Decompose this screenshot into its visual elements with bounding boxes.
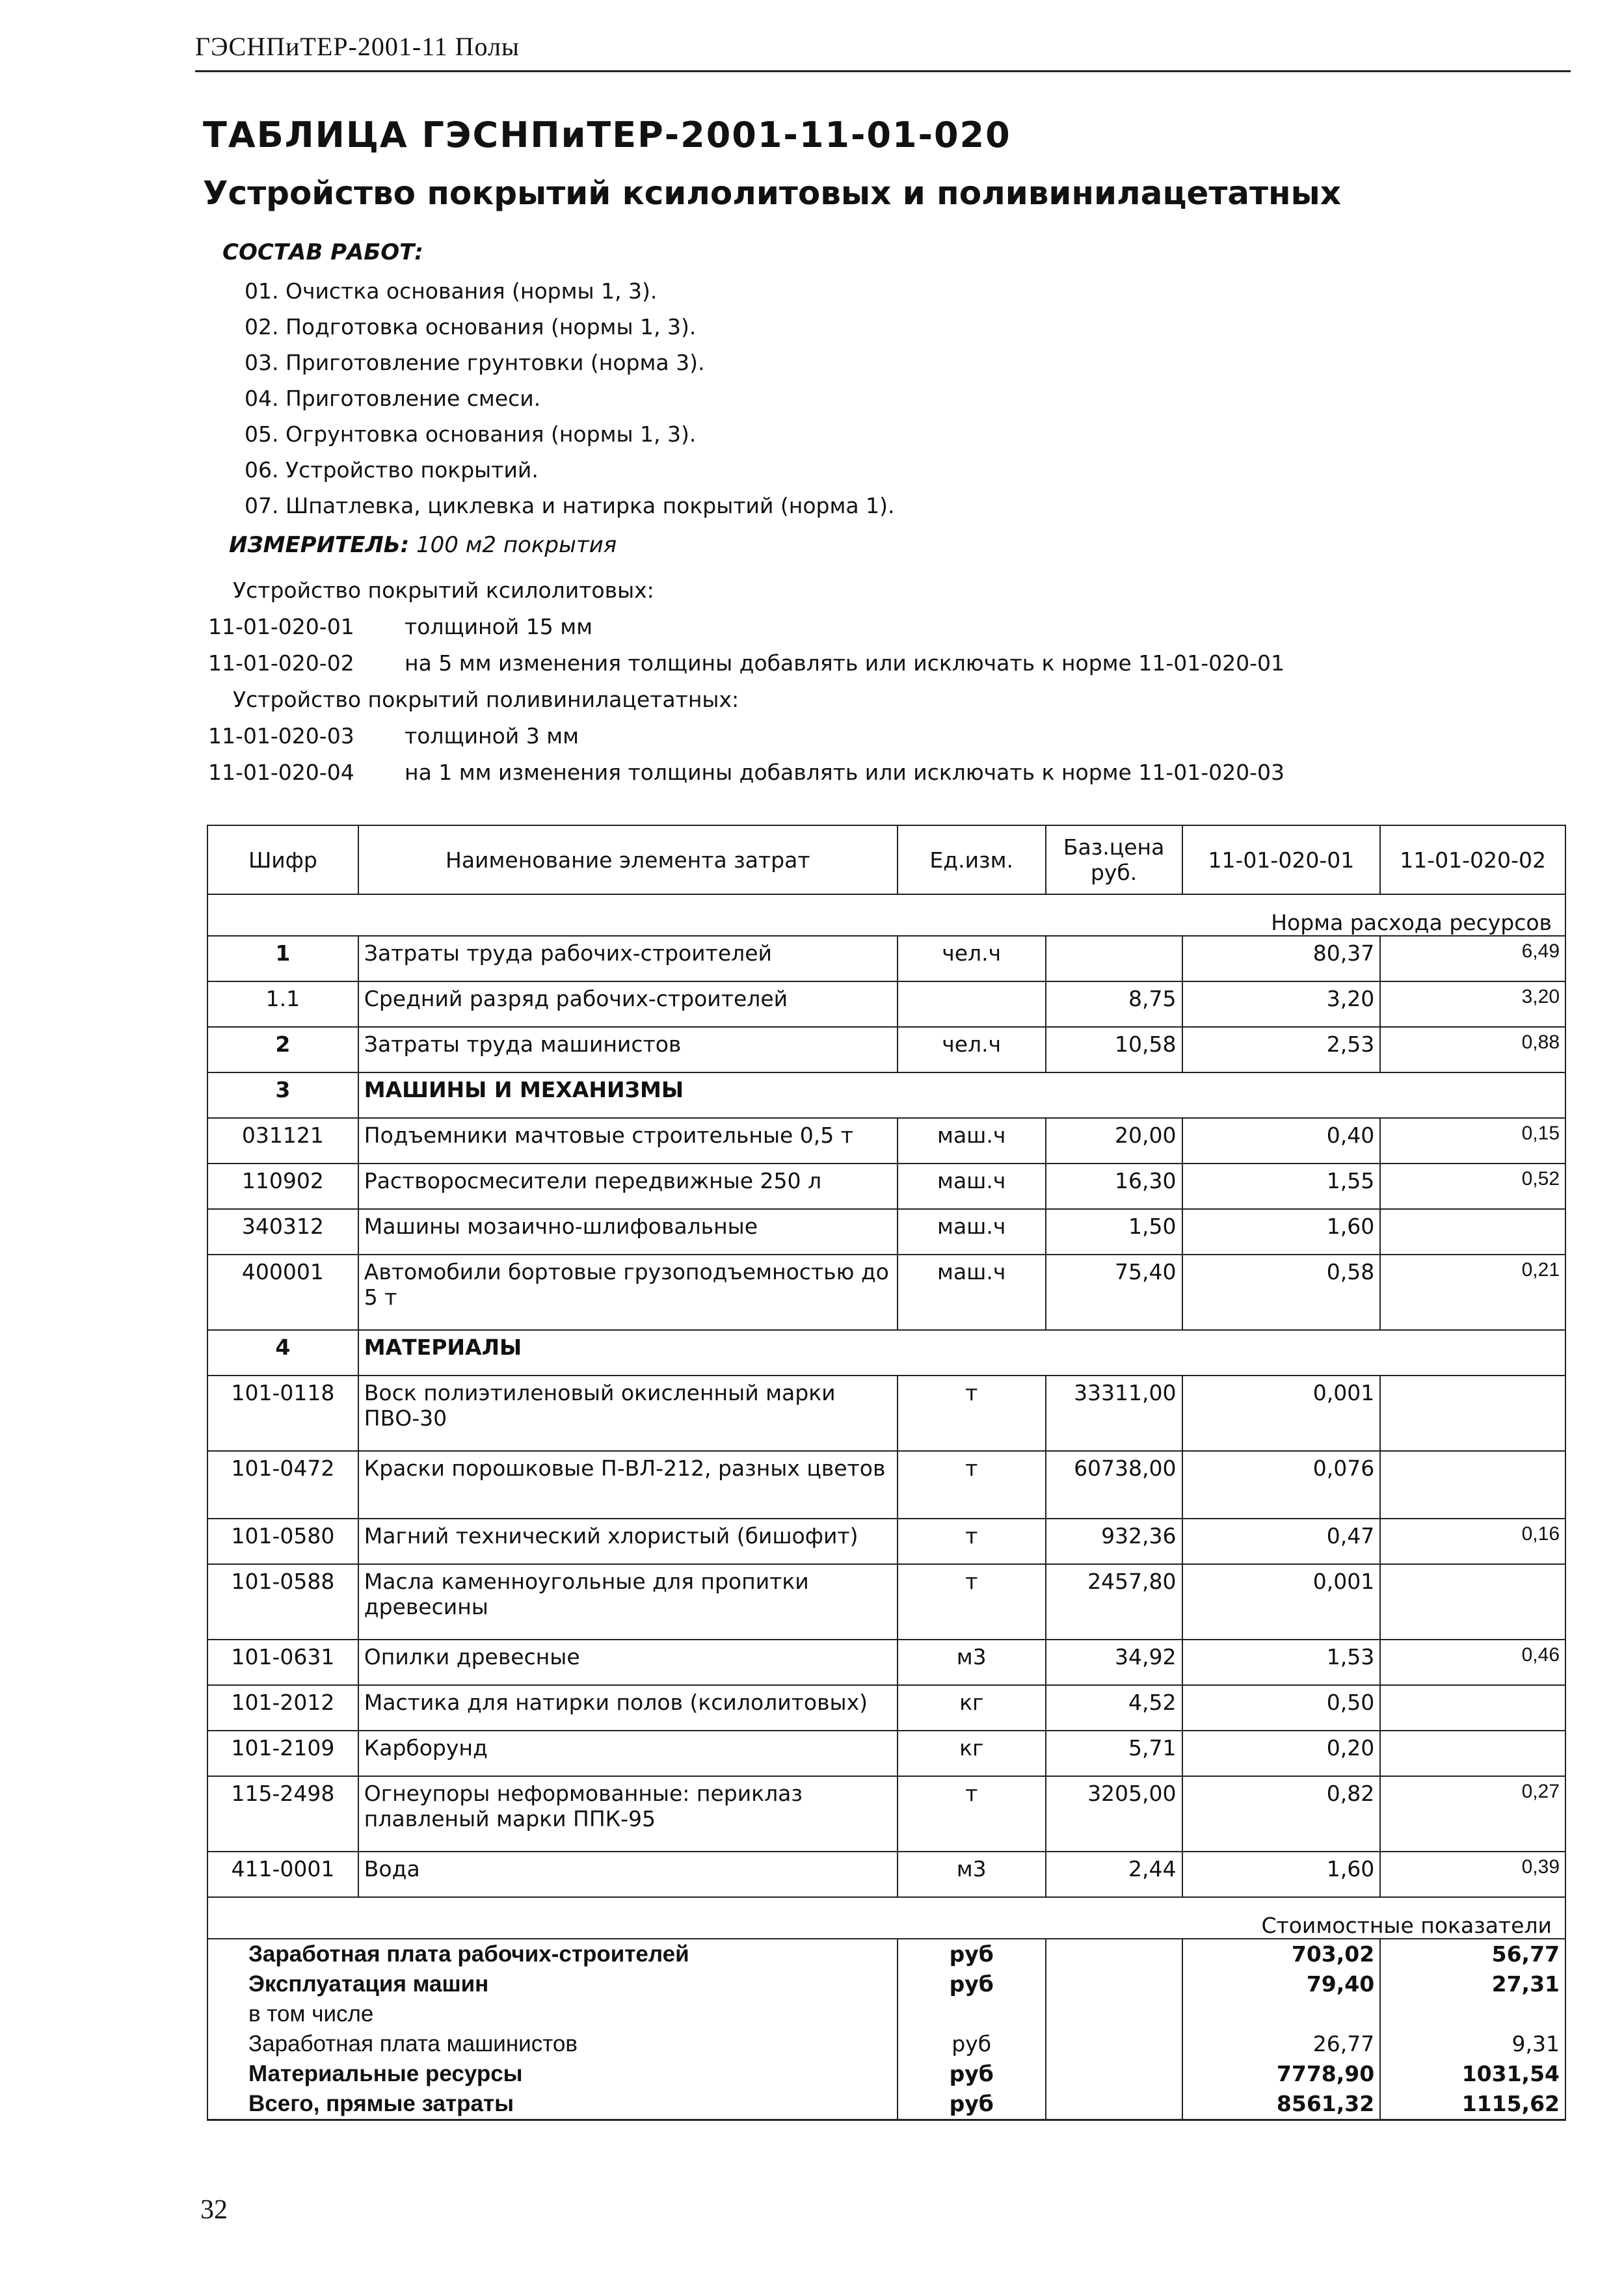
cell-price: 60738,00	[1046, 1451, 1182, 1519]
cell-col1: 0,58	[1182, 1255, 1381, 1330]
summary-col1: 79,40	[1182, 1969, 1381, 1999]
work-item: 05. Огрунтовка основания (нормы 1, 3).	[245, 421, 697, 447]
cell-name: Мастика для натирки полов (ксилолитовых)	[358, 1685, 898, 1731]
cell-code: 3	[207, 1072, 358, 1118]
summary-label: Эксплуатация машин	[207, 1969, 898, 1999]
work-item: 04. Приготовление смеси.	[245, 386, 541, 411]
cell-price	[1046, 936, 1182, 981]
work-item: 06. Устройство покрытий.	[245, 457, 539, 483]
section-title: МАТЕРИАЛЫ	[358, 1330, 1565, 1376]
cell-unit: маш.ч	[898, 1118, 1046, 1164]
cell-name: Подъемники мачтовые строительные 0,5 т	[358, 1118, 898, 1164]
table-row	[207, 1852, 1565, 1897]
cell-unit: маш.ч	[898, 1255, 1046, 1330]
cell-name: Воск полиэтиленовый окисленный марки ПВО-30	[358, 1376, 898, 1451]
section-title: МАШИНЫ И МЕХАНИЗМЫ	[358, 1072, 1565, 1118]
norm-code: 11-01-020-04	[208, 760, 354, 785]
cell-price: 8,75	[1046, 981, 1182, 1027]
norm-text: толщиной 3 мм	[405, 723, 579, 749]
cell-col2	[1380, 1731, 1565, 1776]
cell-col1: 0,001	[1182, 1376, 1381, 1451]
norms-list	[208, 572, 1285, 791]
header-col1: 11-01-020-01	[1182, 825, 1381, 894]
cell-unit: т	[898, 1376, 1046, 1451]
summary-unit: руб	[898, 2089, 1046, 2120]
summary-col2: 9,31	[1380, 2029, 1565, 2059]
cell-name: Опилки древесные	[358, 1640, 898, 1685]
summary-unit: руб	[898, 1939, 1046, 1969]
summary-label: Материальные ресурсы	[207, 2059, 898, 2089]
summary-empty	[1046, 1969, 1182, 1999]
summary-unit	[898, 1999, 1046, 2029]
norm-item	[208, 754, 1285, 791]
cell-col1: 3,20	[1182, 981, 1381, 1027]
summary-col2: 1031,54	[1380, 2059, 1565, 2089]
cell-price: 10,58	[1046, 1027, 1182, 1072]
cell-price: 16,30	[1046, 1164, 1182, 1209]
cell-name: Магний технический хлористый (бишофит)	[358, 1519, 898, 1564]
summary-col2: 1115,62	[1380, 2089, 1565, 2120]
norm-text: на 1 мм изменения толщины добавлять или исключать к норме 11-01-020-03	[405, 760, 1285, 785]
norm-group-title: Устройство покрытий поливинилацетатных:	[233, 687, 739, 712]
cell-col1: 0,47	[1182, 1519, 1381, 1564]
summary-row	[207, 1969, 1565, 1999]
cell-price: 2457,80	[1046, 1564, 1182, 1640]
cell-price: 932,36	[1046, 1519, 1182, 1564]
header-col2: 11-01-020-02	[1380, 825, 1565, 894]
cell-code: 4	[207, 1330, 358, 1376]
cell-price: 20,00	[1046, 1118, 1182, 1164]
cell-col2: 0,46	[1380, 1640, 1565, 1685]
cell-unit	[898, 981, 1046, 1027]
table-row	[207, 1776, 1565, 1852]
summary-col2: 56,77	[1380, 1939, 1565, 1969]
cell-code: 101-0580	[207, 1519, 358, 1564]
cell-col1: 0,076	[1182, 1451, 1381, 1519]
cell-col1: 0,82	[1182, 1776, 1381, 1852]
cell-price: 5,71	[1046, 1731, 1182, 1776]
table-row	[207, 1255, 1565, 1330]
norm-text: толщиной 15 мм	[405, 614, 593, 639]
header-divider	[195, 70, 1571, 72]
cell-name: Вода	[358, 1852, 898, 1897]
cell-name: Краски порошковые П-ВЛ-212, разных цветов	[358, 1451, 898, 1519]
work-composition-list	[245, 273, 894, 524]
summary-col1: 7778,90	[1182, 2059, 1381, 2089]
cost-header: Стоимостные показатели	[207, 1897, 1565, 1939]
cell-name: Масла каменноугольные для пропитки древесины	[358, 1564, 898, 1640]
cell-col1: 1,55	[1182, 1164, 1381, 1209]
cell-code: 400001	[207, 1255, 358, 1330]
cell-col2: 0,88	[1380, 1027, 1565, 1072]
summary-unit: руб	[898, 1969, 1046, 1999]
table-row	[207, 1164, 1565, 1209]
meter-label: ИЗМЕРИТЕЛЬ:	[229, 532, 410, 558]
cell-name: Карборунд	[358, 1731, 898, 1776]
table-row	[207, 1685, 1565, 1731]
cell-code: 110902	[207, 1164, 358, 1209]
cell-price: 1,50	[1046, 1209, 1182, 1255]
summary-row	[207, 2029, 1565, 2059]
summary-col1: 703,02	[1182, 1939, 1381, 1969]
cell-name: Машины мозаично-шлифовальные	[358, 1209, 898, 1255]
summary-label: Заработная плата рабочих-строителей	[207, 1939, 898, 1969]
cell-col2: 0,52	[1380, 1164, 1565, 1209]
summary-label: Заработная плата машинистов	[207, 2029, 898, 2059]
summary-label: в том числе	[207, 1999, 898, 2029]
cell-col2: 0,15	[1380, 1118, 1565, 1164]
cell-code: 101-2012	[207, 1685, 358, 1731]
header-code: Шифр	[207, 825, 358, 894]
cell-unit: кг	[898, 1685, 1046, 1731]
cell-unit: м3	[898, 1640, 1046, 1685]
cell-unit: т	[898, 1451, 1046, 1519]
summary-empty	[1046, 2089, 1182, 2120]
table-row	[207, 981, 1565, 1027]
cell-price: 2,44	[1046, 1852, 1182, 1897]
summary-col2: 27,31	[1380, 1969, 1565, 1999]
cell-col2: 0,16	[1380, 1519, 1565, 1564]
cell-code: 115-2498	[207, 1776, 358, 1852]
cell-unit: т	[898, 1519, 1046, 1564]
cell-name: Огнеупоры неформованные: периклаз плавленый марки ППК-95	[358, 1776, 898, 1852]
cell-code: 101-0118	[207, 1376, 358, 1451]
norm-code: 11-01-020-01	[208, 614, 354, 639]
work-item: 07. Шпатлевка, циклевка и натирка покрытий (норма 1).	[245, 493, 895, 518]
cell-price: 75,40	[1046, 1255, 1182, 1330]
cell-unit: т	[898, 1564, 1046, 1640]
cell-col2	[1380, 1209, 1565, 1255]
cell-code: 2	[207, 1027, 358, 1072]
cell-price: 34,92	[1046, 1640, 1182, 1685]
cell-name: Затраты труда рабочих-строителей	[358, 936, 898, 981]
norm-code: 11-01-020-02	[208, 650, 354, 676]
cell-name: Затраты труда машинистов	[358, 1027, 898, 1072]
work-item: 03. Приготовление грунтовки (норма 3).	[245, 350, 705, 375]
summary-label: Всего, прямые затраты	[207, 2089, 898, 2120]
cell-code: 031121	[207, 1118, 358, 1164]
table-row	[207, 1564, 1565, 1640]
page-number: 32	[200, 2195, 228, 2225]
header-unit: Ед.изм.	[898, 825, 1046, 894]
table-title: ТАБЛИЦА ГЭСНПиТЕР-2001-11-01-020	[203, 114, 1011, 155]
summary-empty	[1046, 1999, 1182, 2029]
table-subtitle: Устройство покрытий ксилолитовых и поливинилацетатных	[203, 174, 1342, 212]
cell-unit: т	[898, 1776, 1046, 1852]
cell-col1: 0,40	[1182, 1118, 1381, 1164]
summary-col1	[1182, 1999, 1381, 2029]
summary-empty	[1046, 1939, 1182, 1969]
cell-col1: 1,53	[1182, 1640, 1381, 1685]
summary-col1: 8561,32	[1182, 2089, 1381, 2120]
summary-row	[207, 2059, 1565, 2089]
summary-row	[207, 1999, 1565, 2029]
table-row	[207, 1027, 1565, 1072]
summary-row	[207, 2089, 1565, 2120]
meter	[229, 532, 617, 558]
cell-unit: кг	[898, 1731, 1046, 1776]
cell-unit: чел.ч	[898, 936, 1046, 981]
table-row	[207, 936, 1565, 981]
cell-col2	[1380, 1376, 1565, 1451]
norm-header: Норма расхода ресурсов	[207, 894, 1565, 936]
running-title: ГЭСНПиТЕР-2001-11 Полы	[195, 32, 520, 61]
header-price: Баз.цена руб.	[1046, 825, 1182, 894]
summary-empty	[1046, 2059, 1182, 2089]
cell-col2	[1380, 1451, 1565, 1519]
table-row	[207, 1731, 1565, 1776]
cell-name: Растворосмесители передвижные 250 л	[358, 1164, 898, 1209]
work-item: 01. Очистка основания (нормы 1, 3).	[245, 278, 658, 304]
cell-unit: м3	[898, 1852, 1046, 1897]
cell-col2: 0,39	[1380, 1852, 1565, 1897]
norm-item	[208, 609, 1285, 645]
cell-col1: 2,53	[1182, 1027, 1381, 1072]
cell-code: 101-0631	[207, 1640, 358, 1685]
cell-col2: 0,27	[1380, 1776, 1565, 1852]
cost-header-row	[207, 1897, 1565, 1939]
cell-code: 101-0588	[207, 1564, 358, 1640]
cell-price: 4,52	[1046, 1685, 1182, 1731]
section-row	[207, 1330, 1565, 1376]
norm-header-row	[207, 894, 1565, 936]
cell-code: 340312	[207, 1209, 358, 1255]
cell-col2: 6,49	[1380, 936, 1565, 981]
cell-col1: 0,001	[1182, 1564, 1381, 1640]
cell-price: 3205,00	[1046, 1776, 1182, 1852]
table-row	[207, 1640, 1565, 1685]
norm-item	[208, 718, 1285, 754]
table-row	[207, 1519, 1565, 1564]
summary-unit: руб	[898, 2059, 1046, 2089]
cell-col1: 0,50	[1182, 1685, 1381, 1731]
cell-col1: 0,20	[1182, 1731, 1381, 1776]
norm-item	[208, 645, 1285, 682]
meter-value: 100 м2 покрытия	[416, 532, 617, 558]
norm-group-title: Устройство покрытий ксилолитовых:	[233, 578, 654, 603]
cell-price: 33311,00	[1046, 1376, 1182, 1451]
cell-name: Средний разряд рабочих-строителей	[358, 981, 898, 1027]
cell-col1: 1,60	[1182, 1209, 1381, 1255]
cell-col2	[1380, 1564, 1565, 1640]
cell-col2: 3,20	[1380, 981, 1565, 1027]
cell-col1: 80,37	[1182, 936, 1381, 981]
cell-col2	[1380, 1685, 1565, 1731]
summary-row	[207, 1939, 1565, 1969]
table-row	[207, 1376, 1565, 1451]
norm-text: на 5 мм изменения толщины добавлять или исключать к норме 11-01-020-01	[405, 650, 1285, 676]
table-row	[207, 1118, 1565, 1164]
cell-unit: чел.ч	[898, 1027, 1046, 1072]
table-row	[207, 1209, 1565, 1255]
cell-code: 1	[207, 936, 358, 981]
cell-col1: 1,60	[1182, 1852, 1381, 1897]
cell-code: 411-0001	[207, 1852, 358, 1897]
cell-name: Автомобили бортовые грузоподъемностью до 5 т	[358, 1255, 898, 1330]
cell-code: 1.1	[207, 981, 358, 1027]
section-row	[207, 1072, 1565, 1118]
header-name: Наименование элемента затрат	[358, 825, 898, 894]
cell-col2: 0,21	[1380, 1255, 1565, 1330]
resource-table	[207, 825, 1566, 2121]
work-composition-label: СОСТАВ РАБОТ:	[222, 239, 423, 265]
summary-unit: руб	[898, 2029, 1046, 2059]
summary-empty	[1046, 2029, 1182, 2059]
cell-code: 101-2109	[207, 1731, 358, 1776]
norm-code: 11-01-020-03	[208, 723, 354, 749]
table-row	[207, 1451, 1565, 1519]
summary-col1: 26,77	[1182, 2029, 1381, 2059]
summary-col2	[1380, 1999, 1565, 2029]
table-header-row	[207, 825, 1565, 894]
cell-unit: маш.ч	[898, 1209, 1046, 1255]
work-item: 02. Подготовка основания (нормы 1, 3).	[245, 314, 697, 339]
cell-code: 101-0472	[207, 1451, 358, 1519]
cell-unit: маш.ч	[898, 1164, 1046, 1209]
